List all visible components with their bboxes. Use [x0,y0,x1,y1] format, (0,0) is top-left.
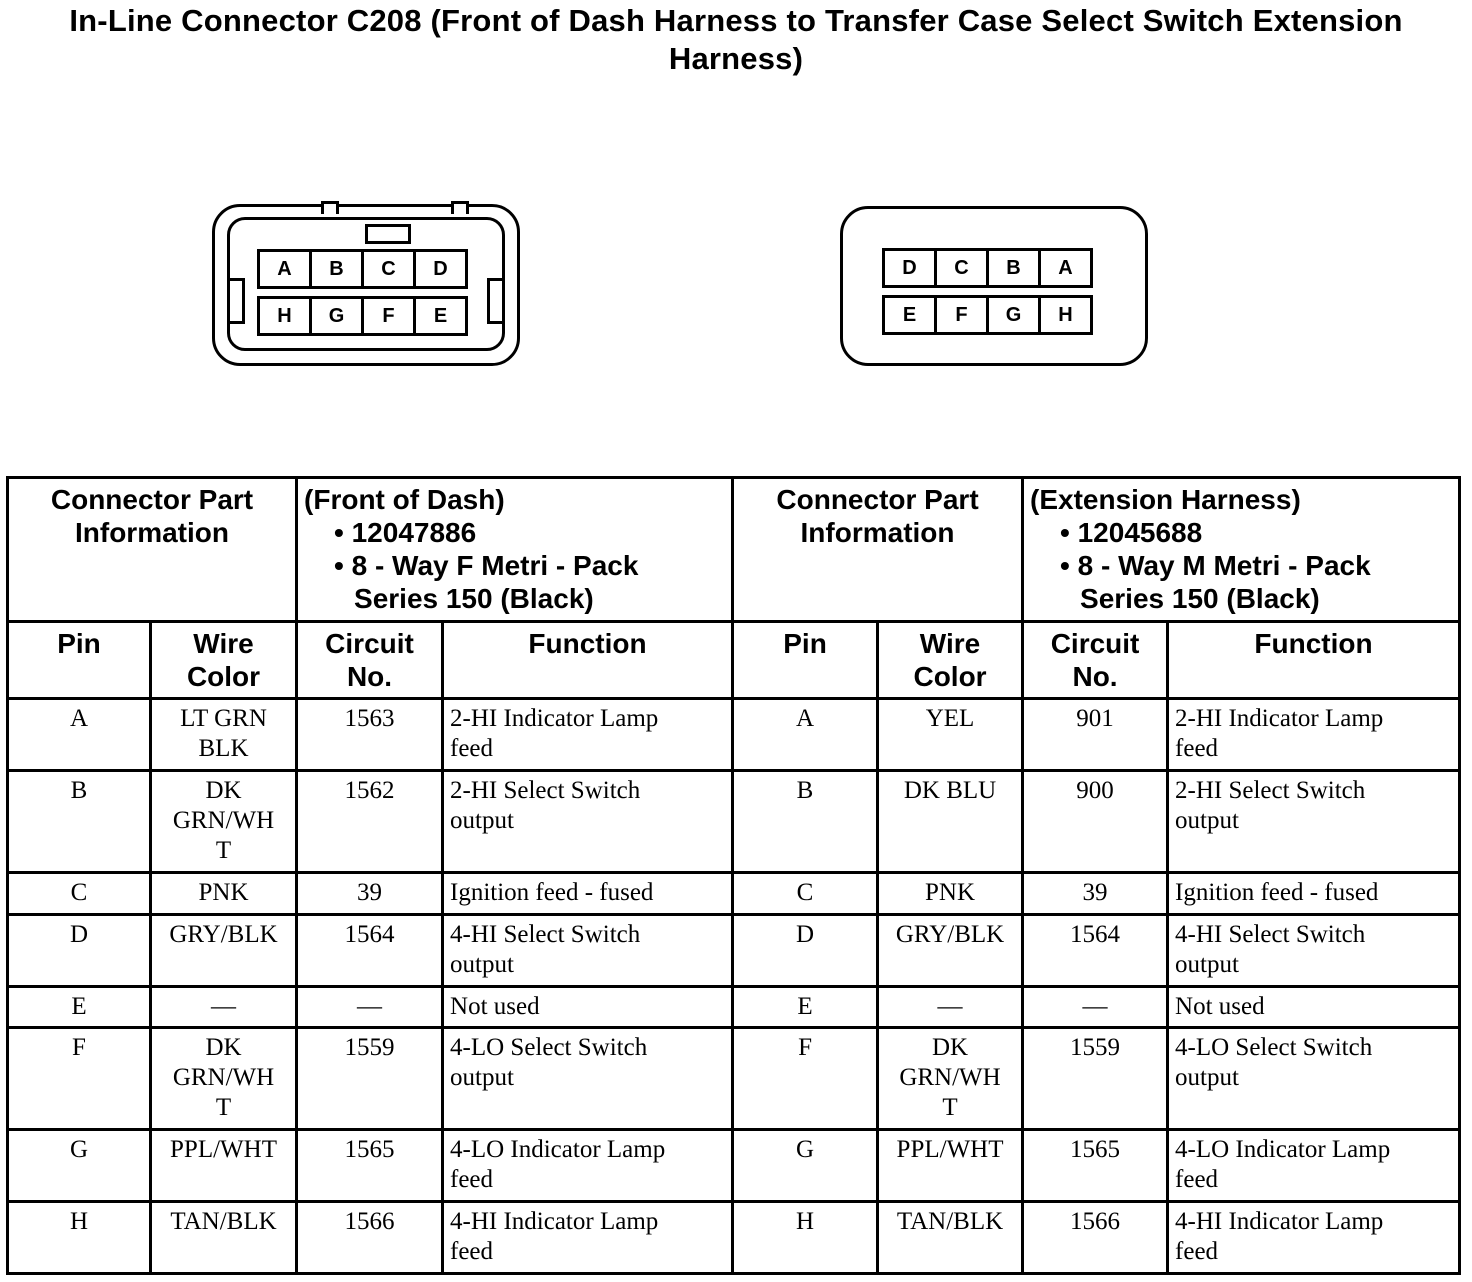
pin-cell: G [8,1130,151,1202]
pin-cavity: B [312,252,364,286]
circuit-cell: 1564 [1023,915,1168,987]
pin-cell: A [8,699,151,771]
connector-side-latch [227,278,245,324]
pin-cavity: A [260,252,312,286]
pin-cell: C [8,873,151,915]
circuit-cell: 901 [1023,699,1168,771]
extension-harness-connector-diagram [840,206,1148,366]
wire-color-cell: DK GRN/WH T [151,1028,297,1130]
connector-side-latch [487,278,505,324]
pin-cavity: G [989,298,1041,332]
pin-cavity: G [312,299,364,333]
right-part-number: • 12045688 [1060,517,1203,548]
function-cell: 2-HI Select Switch output [443,771,733,873]
circuit-cell: 1564 [297,915,443,987]
column-header-function: Function [1168,622,1460,699]
circuit-cell: 1565 [1023,1130,1168,1202]
circuit-cell: 1565 [297,1130,443,1202]
function-cell: Not used [443,987,733,1028]
pin-cell: B [8,771,151,873]
pin-cell: H [733,1202,878,1274]
pin-row-top [257,249,468,289]
right-part-info-label: Connector Part Information [733,478,1023,622]
function-cell: 4-LO Select Switch output [1168,1028,1460,1130]
right-part-info [1023,478,1460,622]
left-harness-name: (Front of Dash) [304,484,505,515]
circuit-cell: 1562 [297,771,443,873]
wire-color-cell: YEL [878,699,1023,771]
circuit-cell: — [297,987,443,1028]
connector-pinout-table [6,476,1461,1275]
pin-cell: F [733,1028,878,1130]
pin-cavity: E [885,298,937,332]
pin-cell: C [733,873,878,915]
circuit-cell: 1563 [297,699,443,771]
connector-tab [451,201,469,214]
page-title [0,2,1472,78]
right-connector-type: • 8 - Way M Metri - Pack [1060,550,1371,581]
table-row [8,699,1460,771]
pin-cavity: F [364,299,416,333]
title-line-2: Harness) [668,41,804,76]
left-connector-type: • 8 - Way F Metri - Pack [334,550,639,581]
circuit-cell: 1559 [297,1028,443,1130]
title-line-1: In-Line Connector C208 (Front of Dash Harness to Transfer Case Select Switch Extension [69,3,1403,38]
circuit-cell: 39 [297,873,443,915]
wire-color-cell: GRY/BLK [151,915,297,987]
column-header-function: Function [443,622,733,699]
column-header-row [8,622,1460,699]
function-cell: 4-LO Indicator Lamp feed [1168,1130,1460,1202]
right-connector-series: Series 150 (Black) [1080,583,1320,614]
column-header-pin: Pin [733,622,878,699]
table-row [8,987,1460,1028]
pin-cavity: F [937,298,989,332]
circuit-cell: 1566 [1023,1202,1168,1274]
wire-color-cell: LT GRN BLK [151,699,297,771]
front-of-dash-connector-diagram [212,204,520,366]
pin-cell: E [8,987,151,1028]
pin-cell: E [733,987,878,1028]
function-cell: 4-HI Indicator Lamp feed [443,1202,733,1274]
pin-cavity: D [416,252,468,286]
wire-color-cell: TAN/BLK [878,1202,1023,1274]
pin-cavity: C [364,252,416,286]
wire-color-cell: PNK [151,873,297,915]
table-row [8,1202,1460,1274]
left-part-info [297,478,733,622]
wire-color-cell: PPL/WHT [151,1130,297,1202]
pin-row-bottom [257,296,468,336]
pin-cell: H [8,1202,151,1274]
function-cell: 4-HI Select Switch output [443,915,733,987]
connector-latch [365,224,411,244]
pin-row-top [882,248,1093,288]
table-row [8,873,1460,915]
pin-cavity: H [1041,298,1093,332]
column-header-circuit: Circuit No. [1023,622,1168,699]
function-cell: 2-HI Indicator Lamp feed [1168,699,1460,771]
function-cell: 4-HI Select Switch output [1168,915,1460,987]
pin-cell: F [8,1028,151,1130]
right-harness-name: (Extension Harness) [1030,484,1301,515]
pin-cell: B [733,771,878,873]
pin-cavity: B [989,251,1041,285]
column-header-wire-color: Wire Color [878,622,1023,699]
pin-cell: D [733,915,878,987]
function-cell: 4-LO Select Switch output [443,1028,733,1130]
function-cell: Ignition feed - fused [443,873,733,915]
function-cell: Not used [1168,987,1460,1028]
circuit-cell: 900 [1023,771,1168,873]
circuit-cell: 1559 [1023,1028,1168,1130]
part-info-row [8,478,1460,622]
circuit-cell: — [1023,987,1168,1028]
wire-color-cell: — [878,987,1023,1028]
left-part-info-label: Connector Part Information [8,478,297,622]
column-header-wire-color: Wire Color [151,622,297,699]
column-header-pin: Pin [8,622,151,699]
pin-cavity: H [260,299,312,333]
left-part-number: • 12047886 [334,517,477,548]
function-cell: 4-LO Indicator Lamp feed [443,1130,733,1202]
circuit-cell: 39 [1023,873,1168,915]
table-row [8,915,1460,987]
pin-cell: D [8,915,151,987]
pin-row-bottom [882,295,1093,335]
column-header-circuit: Circuit No. [297,622,443,699]
function-cell: 4-HI Indicator Lamp feed [1168,1202,1460,1274]
pin-cavity: A [1041,251,1093,285]
wire-color-cell: TAN/BLK [151,1202,297,1274]
circuit-cell: 1566 [297,1202,443,1274]
table-row [8,771,1460,873]
pin-cell: G [733,1130,878,1202]
wire-color-cell: GRY/BLK [878,915,1023,987]
wire-color-cell: PPL/WHT [878,1130,1023,1202]
function-cell: 2-HI Indicator Lamp feed [443,699,733,771]
wire-color-cell: — [151,987,297,1028]
pin-cavity: C [937,251,989,285]
connector-tab [321,201,339,214]
pin-cavity: D [885,251,937,285]
wire-color-cell: DK GRN/WH T [151,771,297,873]
wire-color-cell: DK GRN/WH T [878,1028,1023,1130]
wire-color-cell: DK BLU [878,771,1023,873]
pin-cavity: E [416,299,468,333]
connector-housing-inner [227,217,505,351]
function-cell: 2-HI Select Switch output [1168,771,1460,873]
function-cell: Ignition feed - fused [1168,873,1460,915]
table-row [8,1028,1460,1130]
left-connector-series: Series 150 (Black) [354,583,594,614]
pin-cell: A [733,699,878,771]
table-row [8,1130,1460,1202]
wire-color-cell: PNK [878,873,1023,915]
